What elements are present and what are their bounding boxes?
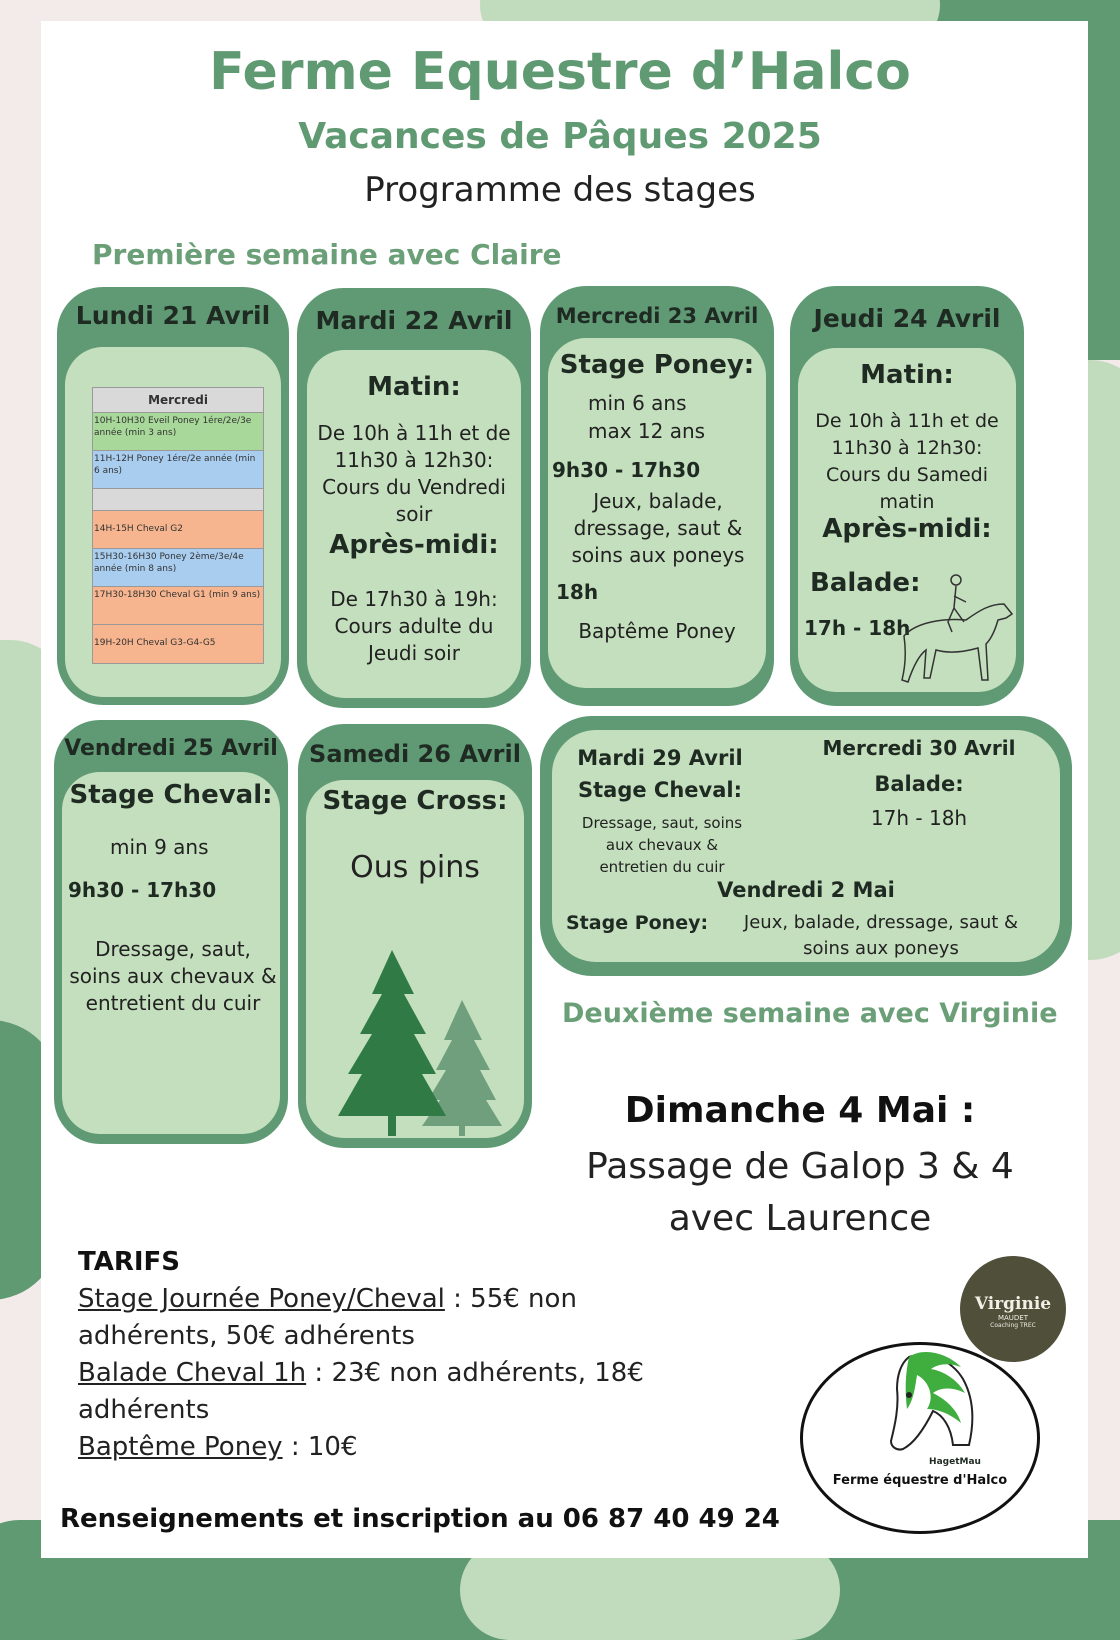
page-title: Ferme Equestre d’Halco — [209, 42, 911, 102]
schedule-row — [93, 489, 263, 511]
card-week2 — [540, 716, 1072, 976]
schedule-row: 14H-15H Cheval G2 — [93, 511, 263, 549]
mercredi-age-max: max 12 ans — [588, 419, 706, 443]
card-mardi-day: Mardi 22 Avril — [315, 306, 513, 335]
week2-mercredi-label: Balade: — [874, 772, 964, 796]
tarif-price: : 55€ non adhérents, 50€ adhérents — [78, 1284, 577, 1351]
card-vendredi-inner — [62, 772, 280, 1134]
mercredi-stage-label: Stage Poney: — [559, 350, 755, 380]
halco-logo — [800, 1342, 1040, 1534]
halco-logo-name: Ferme équestre d'Halco — [832, 1473, 1008, 1488]
jeudi-matin-label: Matin: — [860, 360, 954, 390]
week2-label: Deuxième semaine avec Virginie — [562, 998, 1058, 1029]
mercredi-hours: 9h30 - 17h30 — [552, 458, 701, 482]
page-subtitle: Vacances de Pâques 2025 — [298, 116, 822, 157]
week2-vendredi-text: Jeux, balade, dressage, saut & soins aux poneys — [743, 912, 1019, 959]
card-mercredi — [540, 286, 774, 706]
card-jeudi — [790, 286, 1024, 706]
card-mardi-inner — [307, 350, 521, 698]
card-lundi-inner — [65, 347, 281, 697]
pine-trees-icon — [336, 950, 506, 1138]
jeudi-balade-label: Balade: — [810, 568, 921, 598]
week2-vendredi-label: Stage Poney: — [566, 912, 709, 934]
tarif-name: Stage Journée Poney/Cheval — [78, 1284, 445, 1314]
card-vendredi-day: Vendredi 25 Avril — [64, 736, 278, 761]
mercredi-age-min: min 6 ans — [588, 391, 687, 415]
tarifs-section — [78, 1244, 698, 1466]
virginie-logo-sub2: Coaching TREC — [990, 1322, 1036, 1329]
mardi-matin-text: De 10h à 11h et de 11h30 à 12h30: Cours du Vendredi soir — [317, 421, 511, 526]
card-samedi-inner — [306, 780, 524, 1138]
card-jeudi-day: Jeudi 24 Avril — [813, 304, 1001, 333]
card-mercredi-inner — [548, 338, 766, 688]
tarif-name: Balade Cheval 1h — [78, 1358, 307, 1388]
card-week2-inner — [552, 730, 1060, 962]
tarif-item — [78, 1429, 698, 1466]
virginie-logo-sub1: MAUDET — [997, 1314, 1029, 1322]
vendredi-age: min 9 ans — [110, 835, 209, 859]
card-samedi — [298, 724, 532, 1148]
card-lundi-day: Lundi 21 Avril — [75, 301, 271, 330]
vendredi-stage-label: Stage Cheval: — [69, 780, 273, 810]
week2-mardi-label: Stage Cheval: — [578, 778, 742, 802]
virginie-logo-name: Virginie — [974, 1294, 1052, 1314]
card-mercredi-day: Mercredi 23 Avril — [555, 304, 759, 328]
card-mardi — [297, 288, 531, 708]
sunday-title: Dimanche 4 Mai : — [624, 1090, 976, 1131]
horse-rider-icon — [894, 574, 1016, 690]
jeudi-balade-time: 17h - 18h — [804, 616, 911, 640]
contact-line: Renseignements et inscription au 06 87 40 49 24 — [60, 1504, 780, 1534]
sunday-line2: avec Laurence — [668, 1198, 932, 1239]
samedi-stage-label: Stage Cross: — [322, 786, 508, 816]
week2-mercredi-time: 17h - 18h — [870, 806, 968, 830]
virginie-logo — [960, 1256, 1066, 1362]
jeudi-aprem-label: Après-midi: — [822, 514, 992, 544]
card-vendredi — [54, 720, 288, 1144]
week2-mardi-day: Mardi 29 Avril — [577, 746, 743, 770]
tarif-name: Baptême Poney — [78, 1432, 283, 1462]
week2-vendredi-day: Vendredi 2 Mai — [717, 878, 895, 902]
card-lundi — [57, 287, 289, 705]
mardi-aprem-label: Après-midi: — [329, 530, 499, 560]
tarif-item — [78, 1355, 698, 1429]
tarifs-heading: TARIFS — [78, 1247, 181, 1277]
vendredi-activities: Dressage, saut, soins aux chevaux & entretient du cuir — [69, 937, 277, 1015]
schedule-row: 10H-10H30 Eveil Poney 1ére/2e/3e année (min 3 ans) — [93, 413, 263, 451]
schedule-row: 11H-12H Poney 1ére/2e année (min 6 ans) — [93, 451, 263, 489]
program-label: Programme des stages — [364, 170, 756, 210]
week2-mardi-text: Dressage, saut, soins aux chevaux & entretien du cuir — [581, 814, 743, 876]
week2-mercredi-day: Mercredi 30 Avril — [822, 736, 1016, 760]
week1-label: Première semaine avec Claire — [92, 238, 562, 271]
tarif-price: : 23€ non adhérents, 18€ adhérents — [78, 1358, 644, 1425]
mardi-matin-label: Matin: — [367, 372, 461, 402]
samedi-place: Ous pins — [350, 850, 480, 885]
schedule-header: Mercredi — [93, 388, 263, 413]
card-jeudi-inner — [798, 348, 1016, 692]
card-samedi-day: Samedi 26 Avril — [309, 740, 521, 768]
vendredi-hours: 9h30 - 17h30 — [68, 878, 217, 902]
schedule-row: 17H30-18H30 Cheval G1 (min 9 ans) — [93, 587, 263, 625]
tarif-item — [78, 1281, 698, 1355]
schedule-row: 19H-20H Cheval G3-G4-G5 — [93, 625, 263, 663]
mercredi-time2: 18h — [556, 580, 599, 604]
halco-logo-small: HagetMau — [929, 1457, 981, 1467]
mardi-aprem-text: De 17h30 à 19h: Cours adulte du Jeudi soir — [330, 587, 498, 665]
jeudi-matin-text: De 10h à 11h et de 11h30 à 12h30: Cours du Samedi matin — [815, 410, 999, 513]
mercredi-bapteme: Baptême Poney — [578, 619, 736, 643]
schedule-row: 15H30-16H30 Poney 2ème/3e/4e année (min 8 ans) — [93, 549, 263, 587]
horse-head-icon — [869, 1349, 989, 1467]
schedule-table — [92, 387, 264, 664]
sunday-line1: Passage de Galop 3 & 4 — [586, 1146, 1014, 1187]
tarif-price: : 10€ — [282, 1432, 358, 1462]
mercredi-activities: Jeux, balade, dressage, saut & soins aux poneys — [571, 489, 745, 567]
